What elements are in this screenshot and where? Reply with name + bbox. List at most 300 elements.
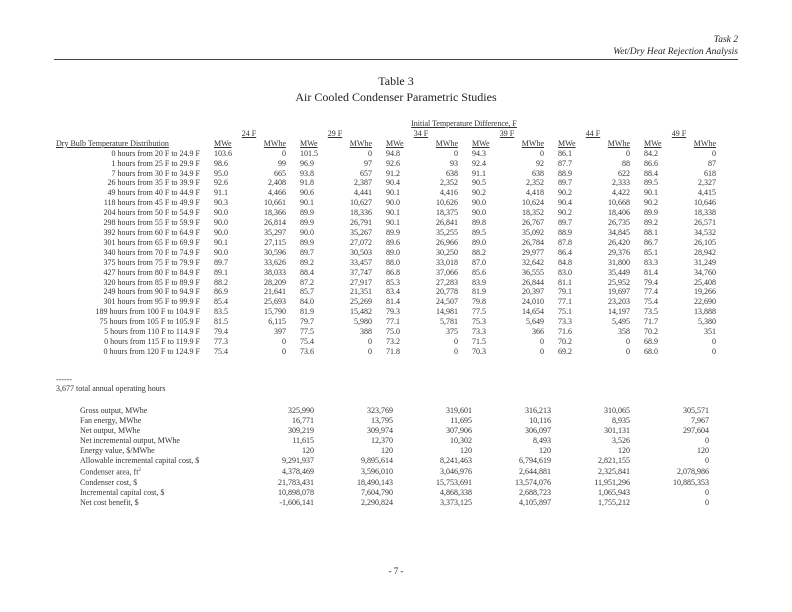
mwe-cell: 77.5 — [472, 307, 486, 317]
mwhe-cell: 35,267 — [350, 227, 372, 237]
mwhe-cell: 32,642 — [522, 257, 544, 267]
temperature-bin-label: 301 hours from 95 F to 99.9 F — [103, 297, 200, 307]
mwe-cell: 79.4 — [214, 327, 228, 337]
mwhe-cell: 21,641 — [264, 287, 286, 297]
table-row — [56, 268, 722, 278]
mwe-cell: 85.1 — [644, 247, 658, 257]
mwhe-cell: 37,066 — [436, 267, 458, 277]
mwhe-cell: 351 — [704, 327, 716, 337]
mwe-cell: 90.4 — [558, 198, 572, 208]
summary-value: 6,794,619 — [519, 456, 551, 465]
mwe-header: MWe — [300, 138, 318, 148]
summary-label — [80, 426, 272, 436]
mwhe-cell: 665 — [274, 168, 286, 178]
mwe-cell: 90.1 — [386, 188, 400, 198]
mwhe-cell: 26,735 — [608, 218, 630, 228]
mwe-cell: 90.2 — [644, 198, 658, 208]
mwhe-cell: 87 — [708, 158, 716, 168]
mwhe-cell: 30,503 — [350, 247, 372, 257]
mwe-cell: 86.4 — [558, 247, 572, 257]
mwe-cell: 71.8 — [386, 346, 400, 356]
mwe-cell: 90.1 — [214, 237, 228, 247]
mwhe-cell: 26,420 — [608, 237, 630, 247]
summary-value: 11,615 — [292, 436, 314, 445]
summary-value: 13,574,076 — [515, 477, 551, 487]
mwe-cell: 90.6 — [300, 188, 314, 198]
mwe-cell: 87.7 — [558, 158, 572, 168]
mwe-cell: 83.3 — [644, 257, 658, 267]
summary-table — [80, 406, 709, 508]
mwhe-cell: 35,297 — [264, 227, 286, 237]
mwhe-cell: 397 — [274, 327, 286, 337]
summary-row — [80, 466, 709, 478]
table-row — [56, 198, 722, 208]
mwe-cell: 91.8 — [300, 178, 314, 188]
mwe-cell: 88.4 — [644, 168, 658, 178]
summary-row — [80, 406, 709, 416]
mwhe-cell: 26,966 — [436, 237, 458, 247]
mwe-cell: 85.3 — [386, 277, 400, 287]
temperature-bin-label: 49 hours from 40 F to 44.9 F — [107, 188, 200, 198]
table-row — [56, 287, 722, 297]
summary-value: 4,868,338 — [440, 487, 472, 497]
mwe-cell: 73.6 — [300, 346, 314, 356]
mwhe-cell: 28,209 — [264, 277, 286, 287]
mwhe-cell: 20,778 — [436, 287, 458, 297]
mwhe-header: MWhe — [607, 138, 630, 148]
mwhe-cell: 0 — [540, 148, 544, 158]
mwhe-cell: 0 — [540, 346, 544, 356]
mwe-cell: 98.6 — [214, 158, 228, 168]
mwe-cell: 81.4 — [644, 267, 658, 277]
mwe-cell: 92.6 — [386, 158, 400, 168]
summary-label-text: Condenser cost, $ — [80, 477, 138, 487]
table-title — [0, 73, 792, 105]
table-row — [56, 258, 722, 268]
summary-value: -1,606,141 — [279, 497, 314, 507]
mwe-cell: 83.4 — [386, 287, 400, 297]
summary-label — [80, 478, 272, 488]
mwe-cell: 81.1 — [558, 277, 572, 287]
mwe-cell: 73.3 — [472, 327, 486, 337]
summary-value: 10,885,353 — [673, 477, 709, 487]
mwhe-cell: 35,255 — [436, 227, 458, 237]
mwhe-cell: 26,571 — [694, 218, 716, 228]
mwhe-cell: 26,844 — [522, 277, 544, 287]
mwhe-cell: 27,917 — [350, 277, 372, 287]
mwe-cell: 75.4 — [300, 336, 314, 346]
summary-label — [80, 406, 272, 416]
table-row — [56, 248, 722, 258]
mwhe-cell: 35,449 — [608, 267, 630, 277]
table-row — [56, 238, 722, 248]
mwe-cell: 90.0 — [472, 198, 486, 208]
mwhe-cell: 18,338 — [694, 208, 716, 218]
itd-column-header: 34 F — [413, 128, 429, 138]
mwe-cell: 89.7 — [300, 247, 314, 257]
mwe-cell: 81.4 — [386, 297, 400, 307]
mwhe-cell: 37,747 — [350, 267, 372, 277]
mwhe-cell: 15,482 — [350, 307, 372, 317]
summary-value: 297,604 — [683, 426, 709, 435]
mwhe-cell: 10,661 — [264, 198, 286, 208]
mwe-cell: 88.2 — [214, 277, 228, 287]
mwe-cell: 89.2 — [300, 257, 314, 267]
page-number: - 7 - — [388, 566, 404, 576]
summary-label-text: Net incremental output, MWhe — [80, 436, 180, 445]
mwe-cell: 73.2 — [386, 336, 400, 346]
mwe-cell: 70.2 — [558, 336, 572, 346]
mwhe-cell: 99 — [278, 158, 286, 168]
mwhe-cell: 25,408 — [694, 277, 716, 287]
mwe-cell: 89.9 — [300, 208, 314, 218]
mwe-cell: 86.7 — [644, 237, 658, 247]
mwhe-cell: 0 — [712, 148, 716, 158]
temperature-bin-label: 26 hours from 35 F to 39.9 F — [107, 178, 200, 188]
mwhe-cell: 18,336 — [350, 208, 372, 218]
mwhe-cell: 25,269 — [350, 297, 372, 307]
mwhe-cell: 22,690 — [694, 297, 716, 307]
mwhe-cell: 0 — [282, 346, 286, 356]
summary-value: 4,378,469 — [282, 466, 314, 476]
mwhe-cell: 0 — [712, 346, 716, 356]
summary-value: 2,644,881 — [519, 466, 551, 476]
mwe-cell: 83.9 — [472, 277, 486, 287]
temperature-bin-label: 0 hours from 120 F to 124.9 F — [103, 346, 200, 356]
summary-value: 2,688,723 — [519, 487, 551, 497]
mwe-cell: 101.5 — [300, 148, 318, 158]
temperature-bin-label: 7 hours from 30 F to 34.9 F — [111, 168, 200, 178]
mwhe-cell: 0 — [368, 346, 372, 356]
summary-value: 3,373,125 — [440, 497, 472, 507]
superscript: 2 — [138, 468, 141, 473]
summary-label-text: Allowable incremental capital cost, $ — [80, 456, 200, 465]
mwe-cell: 92.6 — [214, 178, 228, 188]
temperature-bin-label: 118 hours from 45 F to 49.9 F — [103, 198, 200, 208]
mwe-header: MWe — [214, 138, 232, 148]
mwhe-cell: 2,352 — [440, 178, 458, 188]
mwe-cell: 83.5 — [214, 307, 228, 317]
header-task: Task 2 — [713, 35, 738, 45]
summary-value: 325,990 — [288, 406, 314, 415]
mwhe-cell: 33,018 — [436, 257, 458, 267]
mwhe-cell: 388 — [360, 327, 372, 337]
mwhe-header: MWhe — [521, 138, 544, 148]
mwhe-header: MWhe — [693, 138, 716, 148]
mwhe-cell: 0 — [368, 148, 372, 158]
summary-value: 1,755,212 — [598, 497, 630, 507]
mwe-cell: 75.4 — [214, 346, 228, 356]
mwhe-cell: 5,495 — [612, 317, 630, 327]
summary-row — [80, 436, 709, 446]
mwe-cell: 89.9 — [300, 218, 314, 228]
summary-value: 2,078,986 — [677, 466, 709, 476]
temperature-bin-label: 392 hours from 60 F to 64.9 F — [103, 227, 200, 237]
mwe-cell: 89.1 — [214, 267, 228, 277]
summary-value: 11,951,296 — [594, 477, 630, 487]
itd-column-header: 24 F — [241, 128, 257, 138]
mwhe-cell: 2,352 — [526, 178, 544, 188]
mwe-cell: 71.7 — [644, 317, 658, 327]
mwe-header: MWe — [472, 138, 490, 148]
mwe-cell: 90.0 — [214, 247, 228, 257]
mwe-cell: 79.1 — [558, 287, 572, 297]
mwe-cell: 89.7 — [214, 257, 228, 267]
mwe-cell: 75.3 — [472, 317, 486, 327]
summary-value: 12,370 — [371, 436, 393, 445]
summary-value: 0 — [705, 436, 709, 445]
parametric-table — [56, 119, 722, 357]
table-row — [56, 228, 722, 238]
summary-row — [80, 498, 709, 508]
mwe-cell: 89.0 — [386, 247, 400, 257]
mwe-cell: 88.9 — [558, 168, 572, 178]
summary-value: 1,065,943 — [598, 487, 630, 497]
mwhe-cell: 4,418 — [526, 188, 544, 198]
mwe-cell: 90.0 — [214, 227, 228, 237]
summary-value: 120 — [460, 446, 472, 455]
mwe-cell: 81.9 — [472, 287, 486, 297]
mwe-cell: 83.0 — [558, 267, 572, 277]
summary-value: 2,325,841 — [598, 466, 630, 476]
header-subtitle: Wet/Dry Heat Rejection Analysis — [613, 47, 738, 57]
table-row — [56, 317, 722, 327]
running-header — [613, 34, 738, 58]
summary-value: 0 — [705, 497, 709, 507]
mwhe-cell: 26,791 — [350, 218, 372, 228]
mwe-cell: 84.0 — [300, 297, 314, 307]
summary-label — [80, 416, 272, 426]
temperature-bin-label: 1 hours from 25 F to 29.9 F — [111, 158, 200, 168]
mwe-cell: 89.0 — [472, 237, 486, 247]
table-caption: Air Cooled Condenser Parametric Studies — [295, 90, 497, 104]
summary-value: 120 — [381, 446, 393, 455]
summary-value: 3,526 — [612, 436, 630, 445]
mwe-cell: 90.2 — [558, 208, 572, 218]
mwhe-cell: 25,693 — [264, 297, 286, 307]
mwhe-cell: 5,781 — [440, 317, 458, 327]
mwe-cell: 89.2 — [644, 218, 658, 228]
mwe-cell: 88.4 — [300, 267, 314, 277]
summary-value: 0 — [705, 456, 709, 465]
mwhe-cell: 0 — [282, 336, 286, 346]
mwhe-cell: 5,649 — [526, 317, 544, 327]
mwe-cell: 90.1 — [644, 188, 658, 198]
mwe-cell: 71.5 — [472, 336, 486, 346]
temperature-bin-label: 427 hours from 80 F to 84.9 F — [103, 267, 200, 277]
mwe-cell: 90.2 — [558, 188, 572, 198]
mwhe-cell: 4,422 — [612, 188, 630, 198]
mwe-cell: 75.1 — [558, 307, 572, 317]
mwe-cell: 77.4 — [644, 287, 658, 297]
mwhe-cell: 18,352 — [522, 208, 544, 218]
mwhe-cell: 34,845 — [608, 227, 630, 237]
mwe-cell: 77.5 — [300, 327, 314, 337]
summary-value: 323,769 — [367, 406, 393, 415]
mwhe-cell: 21,351 — [350, 287, 372, 297]
mwhe-cell: 26,814 — [264, 218, 286, 228]
mwhe-cell: 10,627 — [350, 198, 372, 208]
mwhe-cell: 26,841 — [436, 218, 458, 228]
mwhe-cell: 638 — [446, 168, 458, 178]
mwhe-cell: 35,092 — [522, 227, 544, 237]
mwhe-header: MWhe — [349, 138, 372, 148]
summary-value: 2,290,824 — [361, 497, 393, 507]
mwhe-cell: 5,980 — [354, 317, 372, 327]
mwe-cell: 88.1 — [644, 227, 658, 237]
mwe-cell: 95.0 — [214, 168, 228, 178]
summary-value: 10,302 — [450, 436, 472, 445]
mwhe-cell: 10,646 — [694, 198, 716, 208]
mwhe-cell: 36,555 — [522, 267, 544, 277]
mwhe-cell: 26,767 — [522, 218, 544, 228]
summary-row — [80, 416, 709, 426]
mwhe-cell: 0 — [454, 346, 458, 356]
summary-value: 7,604,790 — [361, 487, 393, 497]
summary-label — [80, 446, 272, 456]
temperature-bin-label: 375 hours from 75 F to 79.9 F — [103, 257, 200, 267]
summary-value: 120 — [697, 446, 709, 455]
summary-value: 9,291,937 — [282, 456, 314, 465]
mwe-cell: 88.9 — [558, 227, 572, 237]
mwhe-cell: 19,697 — [608, 287, 630, 297]
mwhe-cell: 0 — [282, 148, 286, 158]
mwhe-cell: 92 — [536, 158, 544, 168]
summary-value: 9,895,614 — [361, 456, 393, 465]
temperature-bin-label: 5 hours from 110 F to 114.9 F — [104, 327, 200, 337]
mwhe-cell: 88 — [622, 158, 630, 168]
mwhe-cell: 30,596 — [264, 247, 286, 257]
mwe-header: MWe — [386, 138, 404, 148]
mwhe-cell: 0 — [626, 336, 630, 346]
summary-value: 120 — [618, 446, 630, 455]
summary-value: 301,131 — [604, 426, 630, 435]
summary-value: 11,695 — [450, 416, 472, 425]
mwe-cell: 91.1 — [472, 168, 486, 178]
mwhe-cell: 0 — [454, 336, 458, 346]
table-row — [56, 208, 722, 218]
mwhe-cell: 18,406 — [608, 208, 630, 218]
temperature-bin-label: 320 hours from 85 F to 89.9 F — [103, 277, 200, 287]
summary-label-text: Condenser area, ft — [80, 467, 139, 477]
mwe-cell: 73.5 — [644, 307, 658, 317]
summary-value: 8,241,463 — [440, 456, 472, 465]
mwe-cell: 88.2 — [472, 247, 486, 257]
itd-column-header: 44 F — [585, 128, 601, 138]
mwe-cell: 89.5 — [472, 227, 486, 237]
temperature-bin-label: 0 hours from 20 F to 24.9 F — [111, 148, 200, 158]
summary-value: 319,601 — [446, 406, 472, 415]
table-row — [56, 149, 722, 159]
mwhe-cell: 34,532 — [694, 227, 716, 237]
mwhe-header: MWhe — [263, 138, 286, 148]
mwhe-cell: 14,981 — [436, 307, 458, 317]
mwhe-cell: 20,397 — [522, 287, 544, 297]
mwhe-cell: 638 — [532, 168, 544, 178]
mwe-header: MWe — [558, 138, 576, 148]
mwhe-cell: 6,115 — [268, 317, 286, 327]
mwhe-cell: 4,416 — [440, 188, 458, 198]
summary-value: 3,596,010 — [361, 466, 393, 476]
summary-row — [80, 488, 709, 498]
summary-row — [80, 446, 709, 456]
mwe-cell: 75.4 — [644, 297, 658, 307]
mwe-cell: 91.2 — [386, 168, 400, 178]
table-row — [56, 297, 722, 307]
summary-value: 307,906 — [446, 426, 472, 435]
summary-label-text: Fan energy, MWhe — [80, 416, 142, 425]
mwe-cell: 87.0 — [472, 257, 486, 267]
mwe-cell: 84.2 — [644, 148, 658, 158]
itd-column-header: 49 F — [671, 128, 687, 138]
table-row — [56, 347, 722, 357]
mwe-header: MWe — [644, 138, 662, 148]
mwe-cell: 89.9 — [644, 208, 658, 218]
mwhe-cell: 375 — [446, 327, 458, 337]
mwe-cell: 81.9 — [300, 307, 314, 317]
mwe-cell: 71.6 — [558, 327, 572, 337]
temperature-bin-label: 249 hours from 90 F to 94.9 F — [103, 287, 200, 297]
summary-value: 8,935 — [612, 416, 630, 425]
summary-label — [80, 466, 272, 478]
header-rule — [54, 59, 738, 60]
summary-value: 4,105,897 — [519, 497, 551, 507]
table-row — [56, 307, 722, 317]
mwhe-cell: 38,033 — [264, 267, 286, 277]
mwhe-cell: 26,105 — [694, 237, 716, 247]
temperature-bin-label: 0 hours from 115 F to 119.9 F — [104, 336, 200, 346]
mwe-cell: 70.3 — [472, 346, 486, 356]
summary-value: 120 — [539, 446, 551, 455]
mwhe-cell: 358 — [618, 327, 630, 337]
summary-value: 13,795 — [371, 416, 393, 425]
mwhe-cell: 10,668 — [608, 198, 630, 208]
mwe-cell: 85.7 — [300, 287, 314, 297]
mwhe-cell: 26,784 — [522, 237, 544, 247]
summary-value: 316,213 — [525, 406, 551, 415]
mwhe-cell: 0 — [540, 336, 544, 346]
summary-value: 16,771 — [292, 416, 314, 425]
summary-label-text: Incremental capital cost, $ — [80, 487, 165, 497]
mwhe-cell: 30,250 — [436, 247, 458, 257]
mwe-cell: 88.0 — [386, 257, 400, 267]
mwhe-cell: 2,387 — [354, 178, 372, 188]
table-row — [56, 327, 722, 337]
mwhe-cell: 29,376 — [608, 247, 630, 257]
summary-row — [80, 426, 709, 436]
mwe-cell: 90.0 — [472, 208, 486, 218]
summary-label — [80, 436, 272, 446]
mwhe-cell: 0 — [626, 148, 630, 158]
mwhe-cell: 4,415 — [698, 188, 716, 198]
mwe-cell: 90.0 — [214, 208, 228, 218]
mwhe-cell: 28,942 — [694, 247, 716, 257]
mwe-cell: 90.1 — [386, 208, 400, 218]
mwhe-cell: 33,457 — [350, 257, 372, 267]
mwe-cell: 86.9 — [214, 287, 228, 297]
mwe-cell: 77.1 — [386, 317, 400, 327]
mwe-cell: 85.6 — [472, 267, 486, 277]
mwe-cell: 79.3 — [386, 307, 400, 317]
mwe-cell: 89.8 — [472, 218, 486, 228]
sub-header-row — [56, 139, 722, 149]
mwhe-cell: 622 — [618, 168, 630, 178]
mwhe-cell: 33,626 — [264, 257, 286, 267]
mwhe-cell: 27,283 — [436, 277, 458, 287]
summary-label-text: Net output, MWhe — [80, 426, 141, 435]
summary-row — [80, 478, 709, 488]
mwe-cell: 84.8 — [558, 257, 572, 267]
